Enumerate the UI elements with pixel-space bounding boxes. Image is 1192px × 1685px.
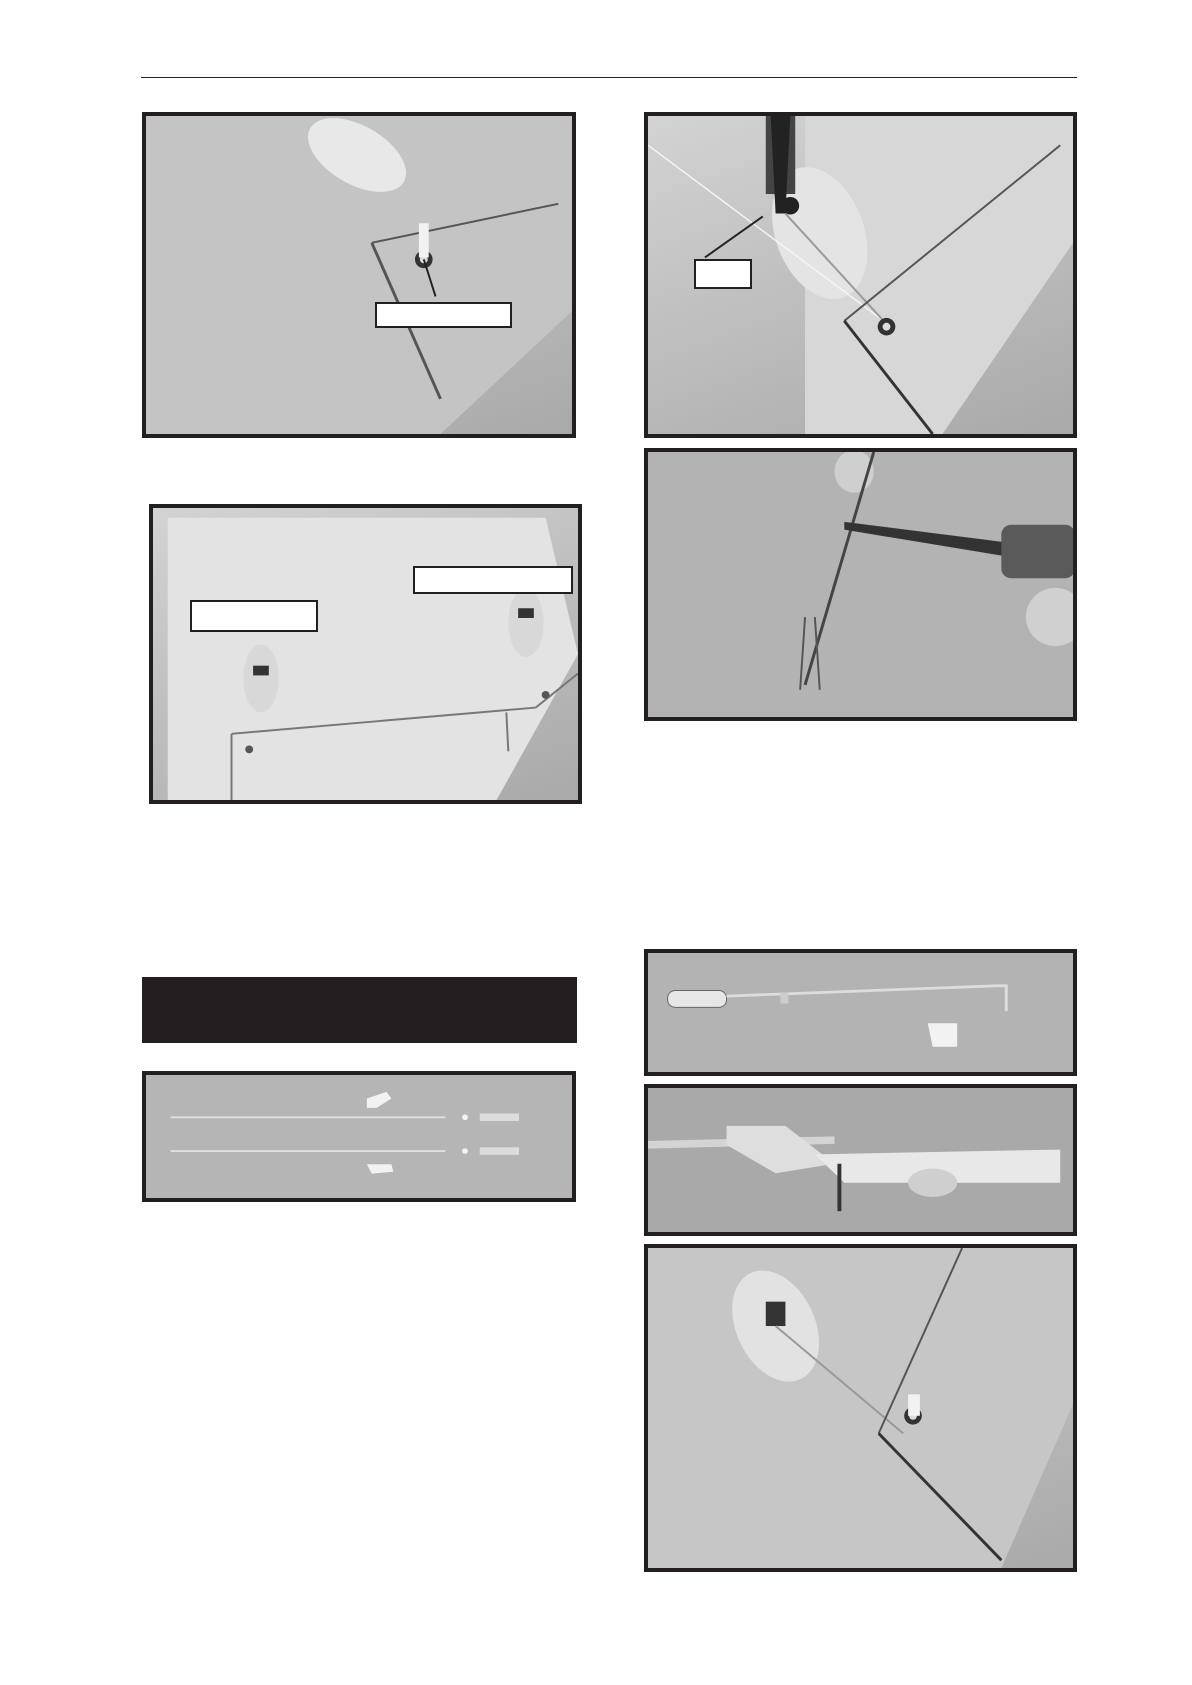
callout-label	[190, 600, 318, 632]
photo-pushrod-parts	[142, 1071, 576, 1202]
photo-horn-closeup	[644, 1084, 1077, 1236]
header-rule	[141, 77, 1077, 78]
callout-label	[694, 259, 752, 289]
photo-pliers-pushrod	[644, 448, 1077, 721]
section-heading-bar	[142, 977, 577, 1043]
photo-wing-torque-rod	[142, 112, 576, 438]
callout-label	[413, 566, 573, 594]
photo-wing-underside	[149, 504, 582, 804]
photo-wing-installed	[644, 1244, 1077, 1572]
photo-wire-pliers	[644, 112, 1077, 438]
callout-label	[375, 302, 512, 328]
photo-pushrod-bent	[644, 949, 1077, 1076]
